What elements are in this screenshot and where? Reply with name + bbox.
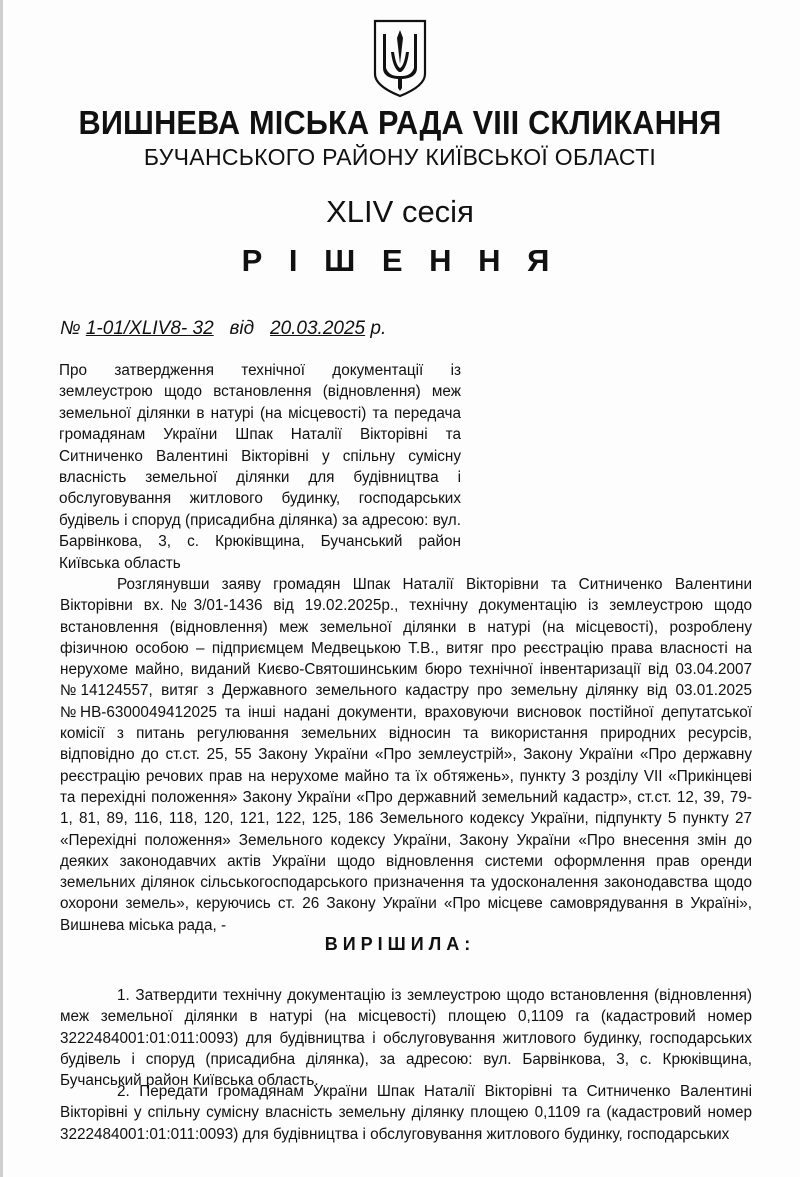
decision-item: 1. Затвердити технічну документацію із землеустрою щодо встановлення (відновлення) меж земельної ділянки в натурі (на місцевості) площею 0,1109 га (кадастровий номер 3222484001:01:011:0093) для будівництва і обслуговування житлового будинку, господарських будівель і споруд (присадибна ділянка), за адресою: вул. Барвінкова, 3, с. Крюківщина, Бучанський район Київська область. [60,987,752,1090]
decision-subject: Про затвердження технічної документації із землеустрою щодо встановлення (відновлення) меж земельної ділянки в натурі (на місцевості) та передача громадянам України Шпак Наталії Вікторівні та Ситниченко Валентині Вікторівні у спільну сумісну власність земельної ділянки для будівництва і обслуговування житлового будинку, господарських будівель і споруд (присадибна ділянка) за адресою: вул. Барвінкова, 3, с. Крюківщина, Бучанський район Київська область [59,362,461,572]
preamble-paragraph: Розглянувши заяву громадян Шпак Наталії Вікторівни та Ситниченко Валентини Вікторівни вх.№3/01-1436 від 19.02.2025р., технічну документацію із землеустрою щодо встановлення (відновлення) меж земельної ділянки в натурі (на місцевості), розроблену фізичною особою – підприємцем Медвецькою Т.В., витяг про реєстрацію права власності на нерухоме майно, виданий Києво-Святошинським бюро технічної інвентаризації від 03.04.2007 №14124557, витяг з Державного земельного кадастру про земельну ділянку від 03.01.2025 №НВ-6300049412025 та інші надані документи, враховуючи висновок постійної депутатської комісії з питань регулювання земельних відносин та використання природних ресурсів, відповідно до ст.ст. 25, 55 Закону України «Про землеустрій», Закону України «Про державну реєстрацію речових прав на нерухоме майно та їх обтяжень», пункту 3 розділу VII «Прикінцеві та перехідні положення» Закону України «Про державний земельний кадастр», ст.ст. 12, 39, 79-1, 81, 89, 116, 118, 120, 121, 122, 125, 186 Земельного кодексу України, підпункту 5 пункту 27 «Перехідні положення» Земельного кодексу України, Закону України «Про внесення змін до деяких законодавчих актів України щодо відновлення системи оформлення прав оренди земельних ділянок сільськогосподарського призначення та удосконалення законодавства щодо охорони земель», керуючись ст. 26 Закону України «Про місцеве самоврядування в Україні», Вишнева міська рада, - [60,576,752,934]
document-number: 1-01/XLIV8- 32 [85,318,214,339]
decision-title: Р І Ш Е Н Н Я [241,243,559,278]
council-name: ВИШНЕВА МІСЬКА РАДА VIII СКЛИКАННЯ [78,104,722,141]
date-from-label: від [229,318,255,339]
document-date: 20.03.2025 [270,318,366,339]
document-number-line [60,318,386,340]
scan-edge [0,0,3,1177]
session-title: XLIV сесія [326,194,474,229]
decision-item: 2. Передати громадянам України Шпак Наталії Вікторівні та Ситниченко Валентині Вікторівні у спільну сумісну власність земельну ділянку площею 0,1109 га (кадастровий номер 3222484001:01:011:0093) для будівництва і обслуговування житлового будинку, господарських [60,1083,752,1143]
trident-emblem-icon [371,18,429,98]
number-prefix: № [60,318,81,339]
resolved-heading: ВИРІШИЛА: [324,934,476,954]
council-region: БУЧАНСЬКОГО РАЙОНУ КИЇВСЬКОЇ ОБЛАСТІ [143,144,657,170]
year-suffix: р. [370,318,387,339]
